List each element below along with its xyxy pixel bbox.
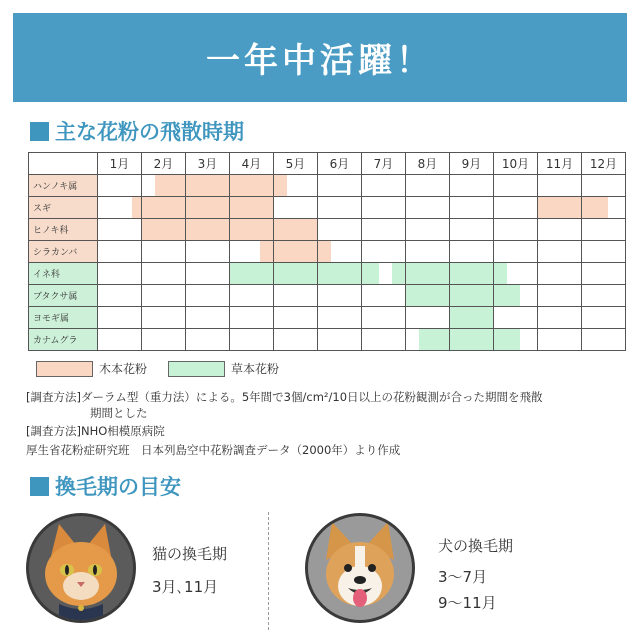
pollen-section-title xyxy=(30,116,244,146)
month-cell xyxy=(450,329,494,351)
molt-section-title-text: 換毛期の目安 xyxy=(55,475,181,499)
month-cell xyxy=(494,285,538,307)
pollen-period-bar xyxy=(582,197,608,218)
pollen-period-bar xyxy=(142,219,185,240)
pollen-period-bar xyxy=(538,197,581,218)
month-cell xyxy=(582,285,626,307)
dog-illustration-icon xyxy=(308,516,412,620)
month-header-2: 2月 xyxy=(142,153,186,175)
month-cell xyxy=(494,219,538,241)
month-cell xyxy=(274,307,318,329)
month-cell xyxy=(230,241,274,263)
month-header-6: 6月 xyxy=(318,153,362,175)
month-cell xyxy=(142,285,186,307)
month-cell xyxy=(362,263,406,285)
molt-section-title xyxy=(30,471,181,501)
pollen-period-bar xyxy=(406,285,449,306)
month-cell xyxy=(582,241,626,263)
month-cell xyxy=(538,263,582,285)
method-text: ダーラム型（重力法）による。5年間で3個/cm²/10日以上の花粉観測が合った期間を飛散 xyxy=(80,390,543,404)
table-row xyxy=(29,219,626,241)
divider xyxy=(268,512,269,630)
month-cell xyxy=(362,241,406,263)
plant-name: シラカンバ xyxy=(29,241,98,263)
month-cell xyxy=(362,175,406,197)
month-cell xyxy=(186,285,230,307)
month-cell xyxy=(142,241,186,263)
month-cell xyxy=(274,285,318,307)
month-header-11: 11月 xyxy=(538,153,582,175)
legend-grass-swatch xyxy=(168,361,225,377)
legend-wood-swatch xyxy=(36,361,93,377)
month-cell xyxy=(186,263,230,285)
pollen-period-bar xyxy=(230,219,273,240)
dog-molt-months-1: 3〜7月 xyxy=(438,568,488,586)
month-cell xyxy=(362,219,406,241)
plant-name: イネ科 xyxy=(29,263,98,285)
cat-photo xyxy=(26,513,136,623)
table-row xyxy=(29,241,626,263)
month-cell xyxy=(230,307,274,329)
legend-grass-label: 草本花粉 xyxy=(231,362,280,376)
dog-molt-months-2: 9〜11月 xyxy=(438,594,497,612)
pollen-period-bar xyxy=(494,285,520,306)
month-cell xyxy=(274,329,318,351)
month-cell xyxy=(538,219,582,241)
month-cell xyxy=(186,307,230,329)
pollen-period-bar xyxy=(494,329,520,350)
month-cell xyxy=(494,263,538,285)
month-header-9: 9月 xyxy=(450,153,494,175)
cat-molt-months: 3月､11月 xyxy=(152,578,219,596)
month-cell xyxy=(362,197,406,219)
month-cell xyxy=(582,219,626,241)
month-cell xyxy=(98,219,142,241)
month-header-12: 12月 xyxy=(582,153,626,175)
month-cell xyxy=(406,263,450,285)
month-cell xyxy=(318,197,362,219)
place-note xyxy=(26,423,165,439)
pollen-period-bar xyxy=(450,329,493,350)
month-cell xyxy=(450,175,494,197)
month-cell xyxy=(406,219,450,241)
table-row xyxy=(29,329,626,351)
month-cell xyxy=(318,263,362,285)
month-cell xyxy=(538,175,582,197)
plant-name: ヨモギ属 xyxy=(29,307,98,329)
month-cell xyxy=(230,263,274,285)
month-cell xyxy=(538,197,582,219)
month-header-4: 4月 xyxy=(230,153,274,175)
header-banner xyxy=(13,13,627,102)
legend-grass xyxy=(168,360,279,377)
month-header-8: 8月 xyxy=(406,153,450,175)
month-cell xyxy=(362,285,406,307)
table-row xyxy=(29,307,626,329)
month-cell xyxy=(406,307,450,329)
month-cell xyxy=(582,175,626,197)
month-cell xyxy=(538,307,582,329)
plant-name: ハンノキ属 xyxy=(29,175,98,197)
plant-name: カナムグラ xyxy=(29,329,98,351)
plant-name: ブタクサ属 xyxy=(29,285,98,307)
pollen-calendar-table xyxy=(28,152,626,351)
month-cell xyxy=(494,329,538,351)
month-cell xyxy=(186,219,230,241)
month-cell xyxy=(142,197,186,219)
month-cell xyxy=(230,219,274,241)
pollen-period-bar xyxy=(450,285,493,306)
pollen-period-bar xyxy=(274,241,317,262)
month-cell xyxy=(230,285,274,307)
month-cell xyxy=(142,307,186,329)
month-cell xyxy=(406,329,450,351)
month-cell xyxy=(98,241,142,263)
month-cell xyxy=(406,197,450,219)
month-header-row xyxy=(29,153,626,175)
dog-photo xyxy=(305,513,415,623)
table-row xyxy=(29,285,626,307)
month-cell xyxy=(186,175,230,197)
month-cell xyxy=(450,219,494,241)
method-text-cont: 期間とした xyxy=(90,406,148,420)
pollen-period-bar xyxy=(450,263,493,284)
banner-title: 一年中活躍！ xyxy=(206,41,434,81)
month-cell xyxy=(98,175,142,197)
legend-wood-label: 木本花粉 xyxy=(99,362,148,376)
pollen-period-bar xyxy=(392,263,405,284)
month-cell xyxy=(494,197,538,219)
month-cell xyxy=(230,175,274,197)
month-cell xyxy=(186,329,230,351)
month-cell xyxy=(582,263,626,285)
month-cell xyxy=(538,329,582,351)
month-cell xyxy=(142,263,186,285)
month-cell xyxy=(230,329,274,351)
pollen-period-bar xyxy=(274,175,287,196)
month-cell xyxy=(582,307,626,329)
month-header-1: 1月 xyxy=(98,153,142,175)
cat-illustration-icon xyxy=(29,516,133,620)
month-cell xyxy=(450,197,494,219)
source-note: 厚生省花粉症研究班 日本列島空中花粉調査データ（2000年）より作成 xyxy=(26,443,401,457)
square-bullet-icon xyxy=(30,122,49,141)
month-cell xyxy=(142,219,186,241)
pollen-period-bar xyxy=(318,241,331,262)
month-header-7: 7月 xyxy=(362,153,406,175)
month-cell xyxy=(318,329,362,351)
month-cell xyxy=(494,175,538,197)
month-cell xyxy=(450,307,494,329)
pollen-period-bar xyxy=(230,197,273,218)
month-cell xyxy=(362,329,406,351)
cat-molt-title: 猫の換毛期 xyxy=(152,545,228,563)
pollen-period-bar xyxy=(186,197,229,218)
table-corner-cell xyxy=(29,153,98,175)
plant-name: ヒノキ科 xyxy=(29,219,98,241)
table-row xyxy=(29,175,626,197)
pollen-period-bar xyxy=(274,219,317,240)
method-note xyxy=(26,389,616,421)
month-cell xyxy=(230,197,274,219)
month-cell xyxy=(98,197,142,219)
month-cell xyxy=(98,285,142,307)
square-bullet-icon xyxy=(30,477,49,496)
month-cell xyxy=(318,241,362,263)
month-header-3: 3月 xyxy=(186,153,230,175)
month-cell xyxy=(318,285,362,307)
month-cell xyxy=(274,219,318,241)
month-cell xyxy=(538,241,582,263)
month-cell xyxy=(450,241,494,263)
pollen-period-bar xyxy=(406,263,449,284)
month-cell xyxy=(318,175,362,197)
month-cell xyxy=(142,175,186,197)
pollen-period-bar xyxy=(494,263,507,284)
month-cell xyxy=(318,219,362,241)
month-cell xyxy=(186,197,230,219)
method-label: [調査方法] xyxy=(26,390,81,404)
month-header-5: 5月 xyxy=(274,153,318,175)
month-cell xyxy=(142,329,186,351)
month-cell xyxy=(362,307,406,329)
month-cell xyxy=(98,263,142,285)
month-cell xyxy=(494,241,538,263)
pollen-period-bar xyxy=(132,197,141,218)
month-cell xyxy=(450,263,494,285)
month-cell xyxy=(274,263,318,285)
month-cell xyxy=(274,241,318,263)
table-row xyxy=(29,263,626,285)
plant-name: スギ xyxy=(29,197,98,219)
pollen-period-bar xyxy=(230,175,273,196)
pollen-period-bar xyxy=(186,175,229,196)
pollen-period-bar xyxy=(274,263,317,284)
month-cell xyxy=(98,329,142,351)
month-cell xyxy=(494,307,538,329)
table-row xyxy=(29,197,626,219)
month-cell xyxy=(406,175,450,197)
month-cell xyxy=(582,329,626,351)
pollen-period-bar xyxy=(186,219,229,240)
dog-molt-title: 犬の換毛期 xyxy=(438,537,514,555)
pollen-period-bar xyxy=(419,329,449,350)
month-cell xyxy=(582,197,626,219)
pollen-period-bar xyxy=(362,263,379,284)
pollen-period-bar xyxy=(230,263,273,284)
legend-wood xyxy=(36,360,147,377)
month-cell xyxy=(274,197,318,219)
month-cell xyxy=(406,285,450,307)
month-cell xyxy=(274,175,318,197)
pollen-period-bar xyxy=(260,241,273,262)
pollen-period-bar xyxy=(142,197,185,218)
month-header-10: 10月 xyxy=(494,153,538,175)
pollen-period-bar xyxy=(318,263,361,284)
month-cell xyxy=(450,285,494,307)
month-cell xyxy=(318,307,362,329)
pollen-period-bar xyxy=(450,307,493,328)
month-cell xyxy=(98,307,142,329)
month-cell xyxy=(186,241,230,263)
month-cell xyxy=(406,241,450,263)
place-text: NHO相模原病院 xyxy=(80,424,165,438)
pollen-section-title-text: 主な花粉の飛散時期 xyxy=(55,120,244,144)
month-cell xyxy=(538,285,582,307)
place-label: [調査方法] xyxy=(26,424,81,438)
pollen-period-bar xyxy=(155,175,185,196)
